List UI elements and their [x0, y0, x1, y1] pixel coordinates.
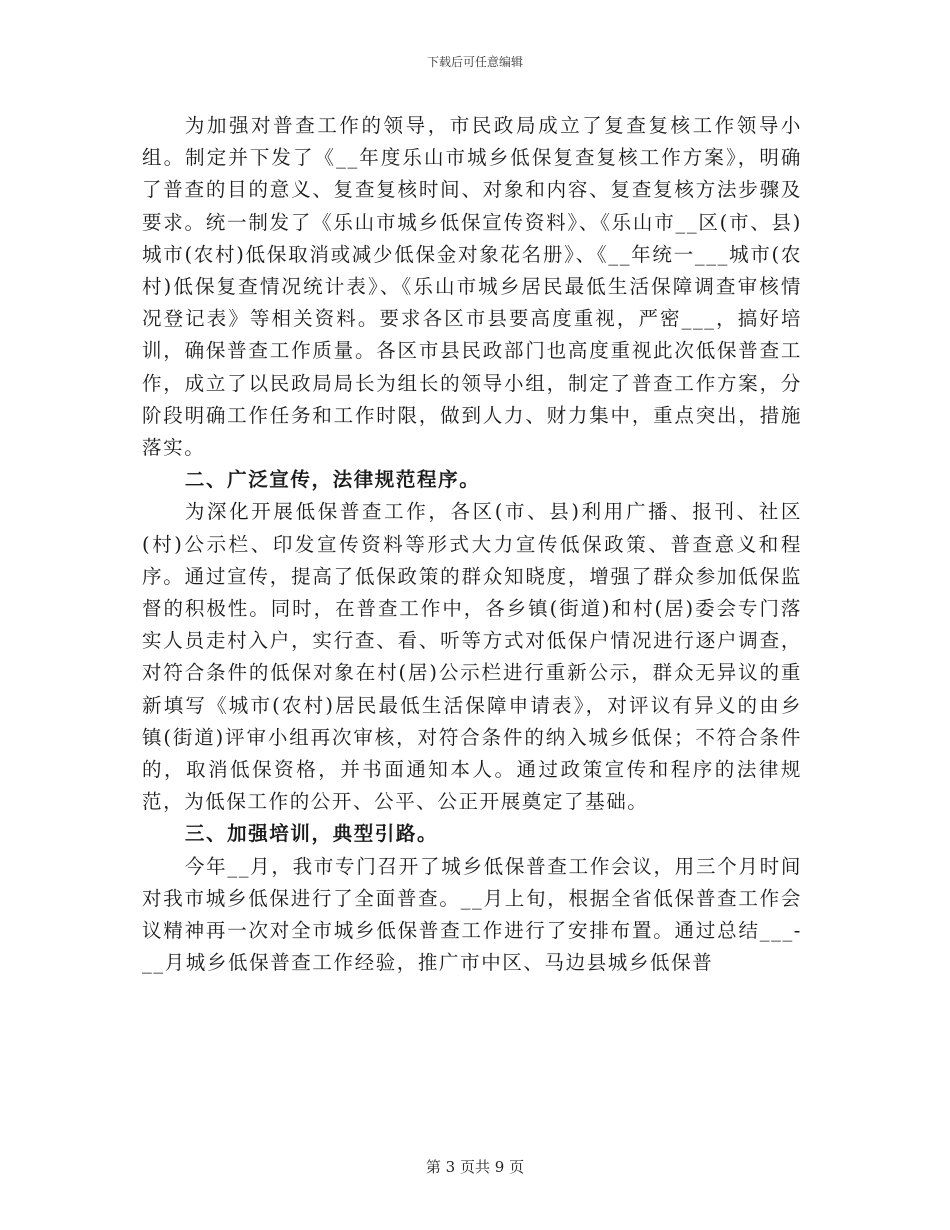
document-body — [142, 110, 802, 979]
body-paragraph: 为深化开展低保普查工作，各区(市、县)利用广播、报刊、社区(村)公示栏、印发宣传资料等形式大力宣传低保政策、普查意义和程序。通过宣传，提高了低保政策的群众知晓度，增强了群众参加低保监督的积极性。同时，在普查工作中，各乡镇(街道)和村(居)委会专门落实人员走村入户，实行查、看、听等方式对低保户情况进行逐户调查，对符合条件的低保对象在村(居)公示栏进行重新公示，群众无异议的重新填写《城市(农村)居民最低生活保障申请表》，对评议有异义的由乡镇(街道)评审小组再次审核，对符合条件的纳入城乡低保；不符合条件的，取消低保资格，并书面通知本人。通过政策宣传和程序的法律规范，为低保工作的公开、公平、公正开展奠定了基础。 — [142, 500, 802, 814]
page-number-footer: 第 3 页共 9 页 — [425, 1158, 525, 1176]
body-paragraph: 今年__月，我市专门召开了城乡低保普查工作会议，用三个月时间对我市城乡低保进行了全面普查。__月上旬，根据全省低保普查工作会议精神再一次对全市城乡低保普查工作进行了安排布置。通过总结___-__月城乡低保普查工作经验，推广市中区、马边县城乡低保普 — [142, 854, 802, 975]
page-header-note: 下载后可任意编辑 — [426, 55, 523, 69]
body-paragraph: 为加强对普查工作的领导，市民政局成立了复查复核工作领导小组。制定并下发了《__年度乐山市城乡低保复查复核工作方案》，明确了普查的目的意义、复查复核时间、对象和内容、复查复核方法步骤及要求。统一制发了《乐山市城乡低保宣传资料》、《乐山市__区(市、县)城市(农村)低保取消或减少低保金对象花名册》、《__年统一___城市(农村)低保复查情况统计表》、《乐山市城乡居民最低生活保障调查审核情况登记表》等相关资料。要求各区市县要高度重视，严密___，搞好培训，确保普查工作质量。各区市县民政部门也高度重视此次低保普查工作，成立了以民政局局长为组长的领导小组，制定了普查工作方案，分阶段明确工作任务和工作时限，做到人力、财力集中，重点突出，措施落实。 — [142, 114, 802, 460]
section-heading: 二、广泛宣传，法律规范程序。 — [184, 468, 481, 492]
section-heading: 三、加强培训，典型引路。 — [184, 822, 439, 846]
